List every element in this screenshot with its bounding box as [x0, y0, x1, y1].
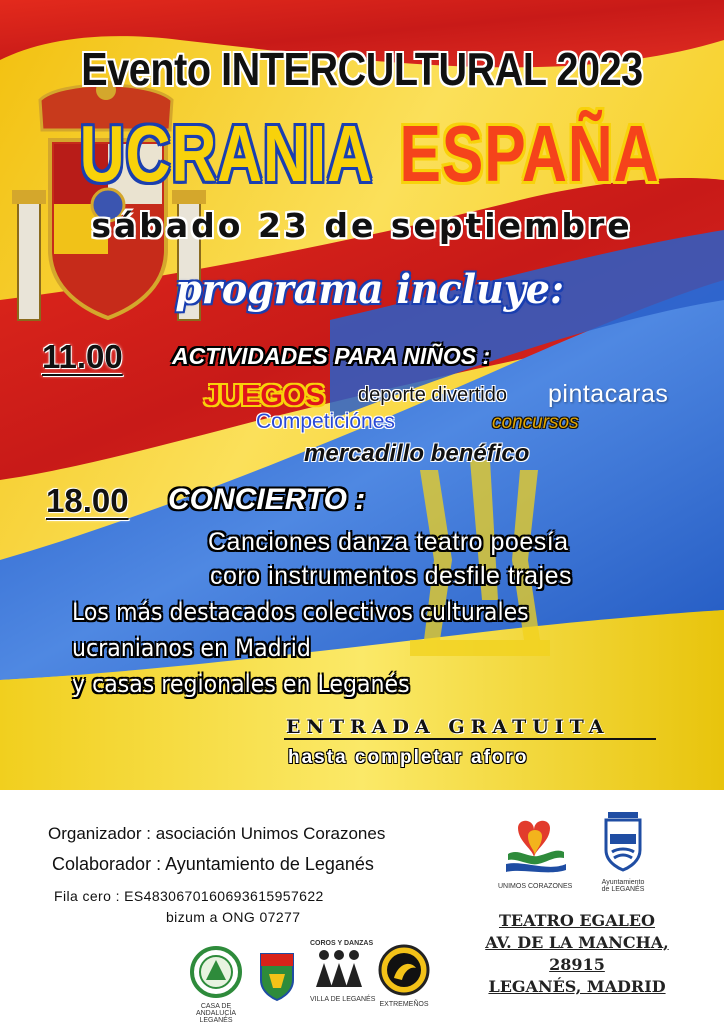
concert-line: Canciones danza teatro poesía — [208, 528, 569, 556]
bank-account-text: Fila cero : ES4830670160693615957622 — [54, 888, 324, 904]
concert-line: coro instrumentos desfile trajes — [210, 562, 572, 590]
footer — [0, 790, 724, 1024]
activity-mercadillo: mercadillo benéfico — [304, 440, 530, 467]
coros-danzas-logo — [310, 940, 376, 1006]
concert-title: CONCIERTO : — [168, 483, 366, 516]
event-date: sábado 23 de septiembre — [91, 206, 633, 245]
venue-name: TEATRO EGALEO — [498, 911, 655, 930]
capacity-note: hasta completar aforo — [288, 747, 529, 768]
morning-time: 11.00 — [42, 338, 123, 375]
regional-shield-logo — [257, 950, 297, 1004]
hearts-icon — [498, 814, 572, 878]
groups-line: ucranianos en Madrid — [72, 634, 311, 662]
extremenos-emblem-icon — [376, 944, 432, 996]
venue-city: LEGANÉS, MADRID — [488, 977, 666, 996]
extremenos-caption: EXTREMEÑOS — [379, 1001, 429, 1008]
organizer-text: Organizador : asociación Unimos Corazones — [48, 824, 386, 843]
kids-activities-title: ACTIVIDADES PARA NIÑOS : — [172, 343, 491, 369]
leganes-logo — [598, 808, 648, 898]
shield-icon — [257, 950, 297, 1004]
andalucia-emblem-icon — [188, 946, 244, 998]
dancers-icon — [310, 947, 368, 991]
collaborator-text: Colaborador : Ayuntamiento de Leganés — [52, 854, 374, 874]
venue-block — [460, 910, 694, 998]
coros-caption: VILLA DE LEGANÉS — [310, 996, 376, 1003]
leganes-shield-icon — [598, 808, 648, 874]
activity-juegos: JUEGOS — [204, 380, 325, 412]
program-heading: programa incluye: — [175, 266, 564, 313]
casa-andalucia-logo — [188, 946, 244, 1024]
activity-concursos: concursos — [492, 412, 579, 433]
extremenos-logo — [376, 944, 432, 1008]
country-ukraine: UCRANIA — [79, 109, 373, 198]
activity-competiciones: Competiciónes — [256, 410, 395, 433]
country-spain: ESPAÑA — [399, 109, 660, 198]
event-title: Evento INTERCULTURAL 2023 — [81, 43, 643, 95]
divider — [284, 738, 656, 740]
activity-deporte: deporte divertido — [358, 384, 507, 406]
activity-pintacaras: pintacaras — [548, 380, 669, 408]
free-entry-label: ENTRADA GRATUITA — [286, 716, 610, 738]
bizum-text: bizum a ONG 07277 — [166, 909, 301, 925]
coros-top-caption: COROS Y DANZAS — [310, 940, 374, 947]
leganes-caption: Ayuntamiento de LEGANÉS — [601, 879, 645, 893]
countries-heading — [79, 108, 660, 200]
andalucia-caption: CASA DE ANDALUCÍA LEGANÉS — [195, 1003, 237, 1024]
unimos-corazones-logo — [498, 814, 572, 896]
venue-address: AV. DE LA MANCHA, 28915 — [485, 933, 669, 974]
groups-line: Los más destacados colectivos culturales — [72, 598, 529, 626]
unimos-caption: UNIMOS CORAZONES — [498, 883, 573, 890]
groups-line: y casas regionales en Leganés — [72, 670, 410, 698]
evening-time: 18.00 — [46, 482, 129, 519]
